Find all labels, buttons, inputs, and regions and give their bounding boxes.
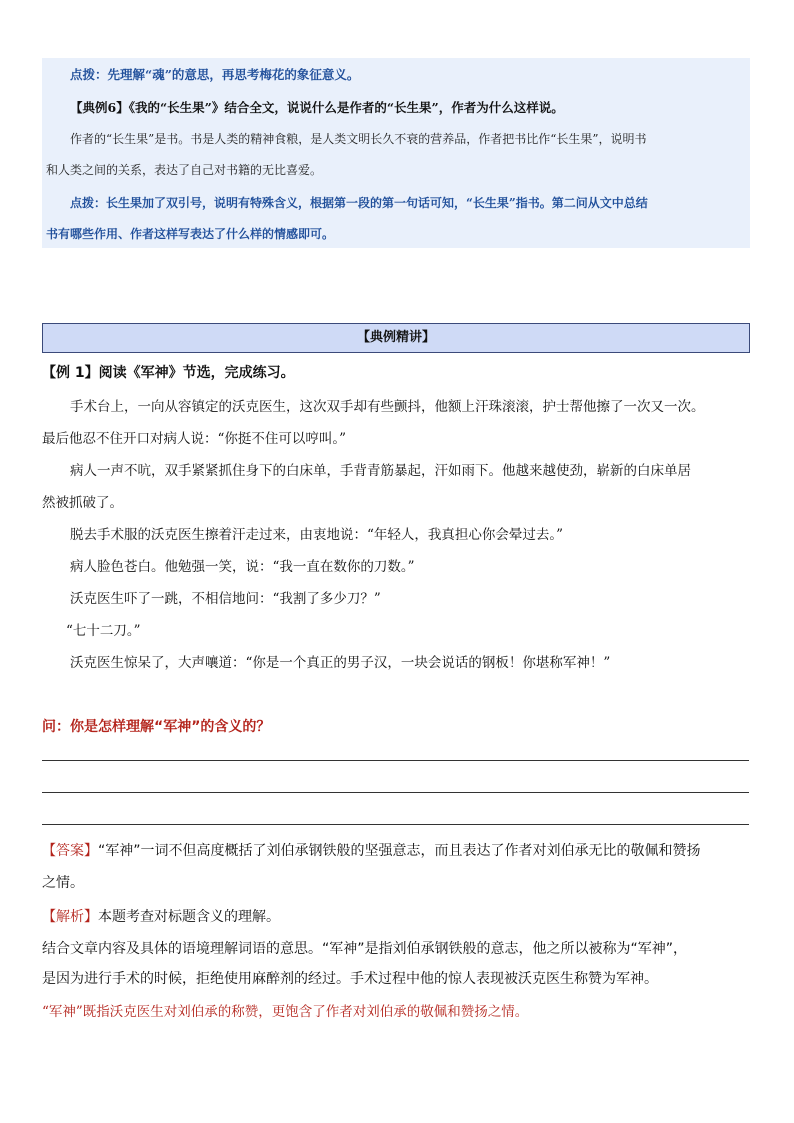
answer-row (42, 840, 701, 860)
answer-blank-line[interactable] (42, 824, 749, 825)
analysis-text-line-3: 是因为进行手术的时候，拒绝使用麻醉剂的经过。手术过程中他的惊人表现被沃克医生称赞为军神。 (42, 971, 658, 987)
passage-line: 病人一声不吭，双手紧紧抓住身下的白床单，手背青筋暴起，汗如雨下。他越来越使劲，崭新的白床单居 (70, 463, 691, 479)
hint-text-2-line-2: 书有哪些作用、作者这样写表达了什么样的情感即可。 (46, 227, 335, 241)
example-6-answer-line-1: 作者的“长生果”是书。书是人类的精神食粮，是人类文明长久不衰的营养品，作者把书比作“长生果”，说明书 (70, 132, 647, 146)
passage-line: 病人脸色苍白。他勉强一笑，说：“我一直在数你的刀数。” (70, 559, 415, 575)
passage-line: 然被抓破了。 (42, 495, 123, 511)
answer-text-line-2: 之情。 (42, 875, 84, 891)
analysis-label: 【解析】 (42, 909, 98, 925)
answer-blank-line[interactable] (42, 760, 749, 761)
passage-line: 最后他忍不住开口对病人说：“你挺不住可以哼叫。” (42, 431, 347, 447)
section-header: 【典例精讲】 (42, 323, 750, 353)
hint-text-1: 点拨：先理解“魂”的意思，再思考梅花的象征意义。 (70, 67, 360, 82)
example-6-question: 【典例6】《我的“长生果”》结合全文，说说什么是作者的“长生果”，作者为什么这样说。 (70, 100, 564, 115)
analysis-text-line-2: 结合文章内容及具体的语境理解词语的意思。“军神”是指刘伯承钢铁般的意志，他之所以被称为“军神”， (42, 941, 688, 957)
answer-text-line-1: “军神”一词不但高度概括了刘伯承钢铁般的坚强意志，而且表达了作者对刘伯承无比的敬佩和赞扬 (98, 843, 701, 859)
example-6-answer-line-2: 和人类之间的关系，表达了自己对书籍的无比喜爱。 (46, 163, 323, 177)
passage-line: 手术台上，一向从容镇定的沃克医生，这次双手却有些颤抖，他额上汗珠滚滚，护士帮他擦了一次又一次。 (70, 399, 705, 415)
passage-line: 沃克医生吓了一跳，不相信地问：“我割了多少刀？” (70, 591, 381, 607)
analysis-text-line-1: 本题考查对标题含义的理解。 (98, 909, 280, 925)
question-text: 问：你是怎样理解“军神”的含义的？ (42, 719, 271, 735)
tip-box (42, 58, 750, 248)
answer-blank-line[interactable] (42, 792, 749, 793)
passage-line: 沃克医生惊呆了，大声嚷道：“你是一个真正的男子汉，一块会说话的钢板！你堪称军神！” (70, 655, 611, 671)
passage-line: “七十二刀。” (66, 623, 141, 639)
analysis-conclusion: “军神”既指沃克医生对刘伯承的称赞，更饱含了作者对刘伯承的敬佩和赞扬之情。 (42, 1004, 529, 1020)
example-1-title: 【例 1】阅读《军神》节选，完成练习。 (42, 365, 295, 381)
analysis-row (42, 906, 280, 926)
answer-label: 【答案】 (42, 843, 98, 859)
passage-line: 脱去手术服的沃克医生擦着汗走过来，由衷地说：“年轻人，我真担心你会晕过去。” (70, 527, 564, 543)
hint-text-2-line-1: 点拨：长生果加了双引号，说明有特殊含义，根据第一段的第一句话可知，“长生果”指书。第二问从文中总结 (70, 196, 648, 210)
